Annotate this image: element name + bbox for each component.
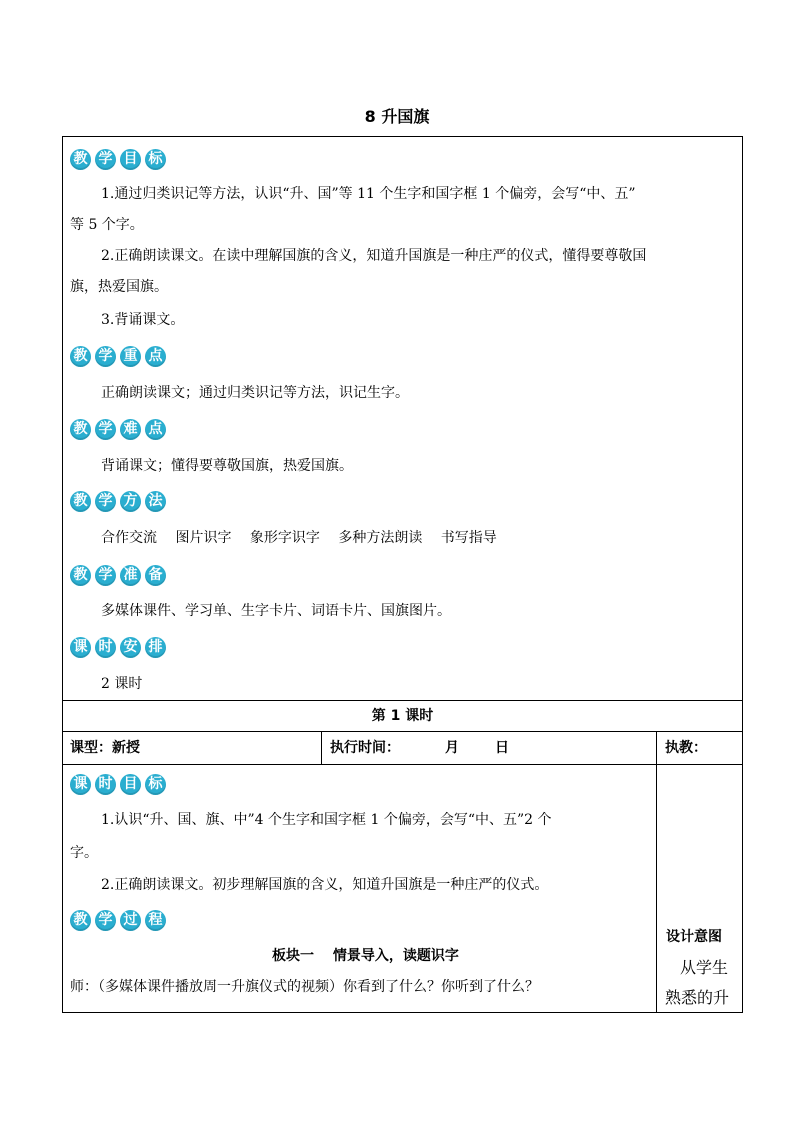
badge-char: 标 bbox=[145, 774, 166, 795]
divider bbox=[656, 731, 657, 1013]
goal-line: 2.正确朗读课文。在读中理解国旗的含义，知道升国旗是一种庄严的仪式，懂得要尊敬国 bbox=[101, 248, 647, 264]
badge-char: 法 bbox=[145, 491, 166, 512]
badge-char: 学 bbox=[95, 565, 116, 586]
page-title: 8 升国旗 bbox=[364, 107, 430, 126]
badge-char: 教 bbox=[70, 910, 91, 931]
key-points-text: 正确朗读课文；通过归类识记等方法，识记生字。 bbox=[101, 385, 409, 401]
badge-char: 课 bbox=[70, 774, 91, 795]
block-title: 板块一 情景导入，读题识字 bbox=[272, 948, 459, 964]
badge-char: 教 bbox=[70, 419, 91, 440]
lesson-goal-line: 1.认识“升、国、旗、中”4 个生字和国字框 1 个偏旁，会写“中、五”2 个 bbox=[101, 812, 552, 828]
divider bbox=[62, 731, 743, 732]
badge-char: 学 bbox=[95, 149, 116, 170]
preparation-text: 多媒体课件、学习单、生字卡片、词语卡片、国旗图片。 bbox=[101, 603, 451, 619]
methods-text: 合作交流 图片识字 象形字识字 多种方法朗读 书写指导 bbox=[101, 530, 497, 546]
badge-char: 学 bbox=[95, 910, 116, 931]
badge-char: 重 bbox=[120, 346, 141, 367]
lesson-header: 第 1 课时 bbox=[371, 708, 434, 724]
methods-badge bbox=[70, 491, 170, 512]
badge-char: 方 bbox=[120, 491, 141, 512]
goal-line: 1.通过归类识记等方法，认识“升、国”等 11 个生字和国字框 1 个偏旁，会写“中、五” bbox=[101, 186, 636, 202]
schedule-text: 2 课时 bbox=[101, 676, 143, 692]
badge-char: 点 bbox=[145, 346, 166, 367]
divider bbox=[62, 764, 743, 765]
lesson-type: 课型：新授 bbox=[70, 740, 140, 756]
schedule-badge bbox=[70, 637, 170, 658]
badge-char: 学 bbox=[95, 346, 116, 367]
lesson-goal-line: 字。 bbox=[70, 845, 98, 861]
badge-char: 学 bbox=[95, 419, 116, 440]
teaching-process-badge bbox=[70, 910, 170, 931]
badge-char: 排 bbox=[145, 637, 166, 658]
badge-char: 准 bbox=[120, 565, 141, 586]
preparation-badge bbox=[70, 565, 170, 586]
design-intent-title: 设计意图 bbox=[666, 929, 722, 945]
lesson-goal-line: 2.正确朗读课文。初步理解国旗的含义，知道升国旗是一种庄严的仪式。 bbox=[101, 877, 549, 893]
badge-char: 程 bbox=[145, 910, 166, 931]
day-label: 日 bbox=[495, 740, 509, 756]
goal-line: 等 5 个字。 bbox=[70, 217, 144, 233]
badge-char: 点 bbox=[145, 419, 166, 440]
difficult-points-badge bbox=[70, 419, 170, 440]
divider bbox=[321, 731, 322, 764]
badge-char: 安 bbox=[120, 637, 141, 658]
badge-char: 教 bbox=[70, 491, 91, 512]
badge-char: 目 bbox=[120, 149, 141, 170]
lesson-goals-badge bbox=[70, 774, 170, 795]
divider bbox=[62, 700, 743, 701]
goal-line: 旗，热爱国旗。 bbox=[70, 279, 168, 295]
badge-char: 教 bbox=[70, 149, 91, 170]
badge-char: 课 bbox=[70, 637, 91, 658]
goal-line: 3.背诵课文。 bbox=[101, 312, 185, 328]
design-intent-text: 熟悉的升 bbox=[665, 988, 730, 1007]
badge-char: 难 bbox=[120, 419, 141, 440]
goals-badge bbox=[70, 149, 170, 170]
badge-char: 教 bbox=[70, 346, 91, 367]
badge-char: 标 bbox=[145, 149, 166, 170]
badge-char: 目 bbox=[120, 774, 141, 795]
difficult-points-text: 背诵课文；懂得要尊敬国旗，热爱国旗。 bbox=[101, 458, 353, 474]
month-label: 月 bbox=[445, 740, 459, 756]
badge-char: 时 bbox=[95, 637, 116, 658]
badge-char: 学 bbox=[95, 491, 116, 512]
badge-char: 备 bbox=[145, 565, 166, 586]
badge-char: 时 bbox=[95, 774, 116, 795]
teacher-label: 执教： bbox=[665, 740, 707, 756]
badge-char: 过 bbox=[120, 910, 141, 931]
badge-char: 教 bbox=[70, 565, 91, 586]
execution-time-label: 执行时间： bbox=[330, 740, 400, 756]
key-points-badge bbox=[70, 346, 170, 367]
teacher-dialogue: 师：（多媒体课件播放周一升旗仪式的视频）你看到了什么？你听到了什么？ bbox=[70, 979, 539, 995]
design-intent-text: 从学生 bbox=[680, 958, 729, 977]
